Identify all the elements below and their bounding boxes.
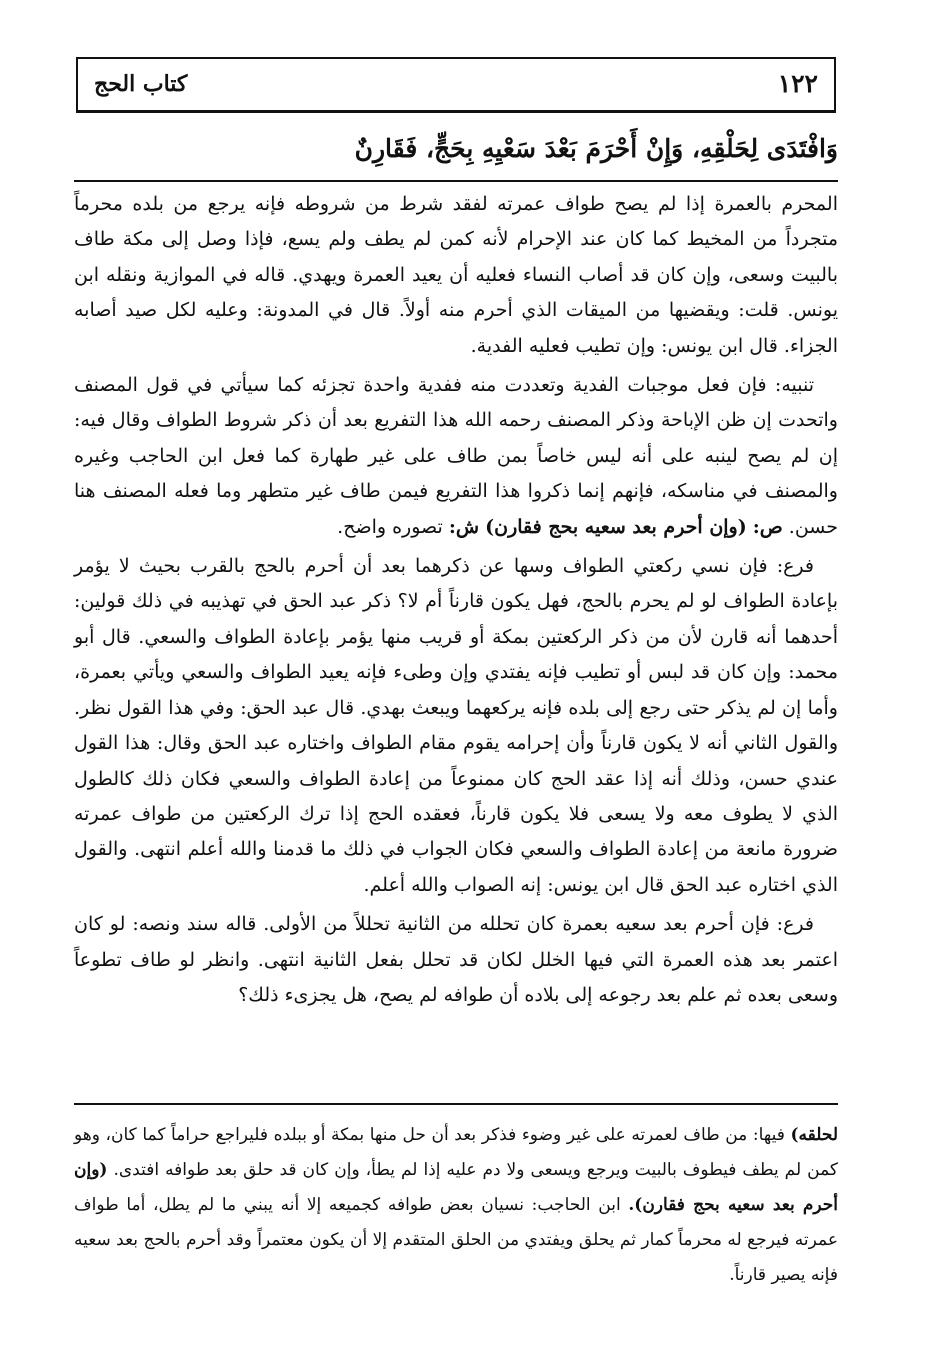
commentary-paragraph: المحرم بالعمرة إذا لم يصح طواف عمرته لفقد شرط من شروطه فإنه يرجع من بلده محرماً متجرداً من المخيط كما كان عند الإحرام لأنه كمن لم يطف ولم يسع، فإذا وصل إلى مكة طاف بالبيت وسعى، وإن كان قد أصاب النساء فعليه أن يعيد العمرة ويهدي. قاله في الموازية ونقله ابن يونس. قلت: ويقضيها من الميقات الذي أحرم منه أولاً. قال في المدونة: وعليه لكل صيد أصابه الجزاء. قال ابن يونس: وإن تطيب فعليه الفدية.	[74, 193, 838, 357]
tanbih-text: تنبيه: فإن فعل موجبات الفدية وتعددت منه ففدية واحدة تجزئه كما سيأتي في قول المصنف واتحدت إن ظن الإباحة وذكر المصنف رحمه الله هذا التفريع بعد أن ذكر شروط الطواف وقال فيه: إن لم يصح لينبه على أنه ليس خاصاً بمن طاف على غير طهارة كما فعل ابن الحاجب وغيره والمصنف في مناسكه، فإنهم إنما ذكروا هذا التفريع فيمن طاف غير متطهر وما فعله المصنف هنا حسن.	[74, 374, 838, 538]
page-number: ١٢٢	[777, 69, 818, 98]
shin-label: ش:	[448, 515, 480, 538]
sharh-text: تصوره واضح.	[337, 515, 443, 538]
far-paragraph: فرع: فإن أحرم بعد سعيه بعمرة كان تحلله من الثانية تحللاً من الأولى. قاله سند ونصه: لو كان اعتمر بعد هذه العمرة التي فيها الخلل لكان قد تحلل بفعل الثانية انتهى. وانظر لو طاف تطوعاً وسعى بعده ثم علم بعد رجوعه إلى بلاده أن طوافه لم يصح، هل يجزىء ذلك؟	[74, 913, 838, 1006]
page-header	[76, 57, 836, 113]
far-paragraph: فرع: فإن نسي ركعتي الطواف وسها عن ذكرهما بعد أن أحرم بالحج بالقرب بحيث لا يؤمر بإعادة الطواف لو لم يحرم بالحج، فهل يكون قارناً أم لا؟ ذكر عبد الحق في تهذيبه في ذلك قولين: أحدهما أنه قارن لأن من ذكر الركعتين بمكة أو قريب منها يؤمر بإعادة الطواف والسعي. قال أبو محمد: وإن كان قد لبس أو تطيب فإنه يفتدي وإن وطىء فإنه يعيد الطواف والسعي ويأتي بعمرة، وأما إن لم يذكر حتى رجع إلى بلده فإنه يركعهما ويبعث بهدي. قال عبد الحق: وفي هذا القول نظر. والقول الثاني أنه لا يكون قارناً وأن إحرامه يقوم مقام الطواف واختاره عبد الحق وقال: هذا القول عندي حسن، وذلك أنه إذا عقد الحج كان ممنوعاً من إعادة الطواف والسعي فكان ذلك كالطول الذي لا يطوف معه ولا يسعى فلا يكون قارناً، فعقده الحج إذا ترك الركعتين من طواف عمرته ضرورة مانعة من إعادة الطواف والسعي فكان الجواب في ذلك ما قدمنا والله أعلم انتهى. والقول الذي اختاره عبد الحق قال ابن يونس: إنه الصواب والله أعلم.	[74, 555, 838, 896]
footnote-divider	[74, 1103, 838, 1105]
footnote-end: ابن الحاجب: نسيان بعض طوافه كجميعه إلا أنه يبني ما لم يطل، أما طواف عمرته فيرجع له محرماً كمار ثم يحلق ويفتدي من الحلق المتقدم إلا أن يكون معتمراً وقد أحرم بالحج بعد سعيه فإنه يصير قارناً.	[74, 1195, 838, 1285]
footnote	[74, 1118, 838, 1293]
tanbih-paragraph	[74, 368, 838, 545]
footnote-body: فيها: من طاف لعمرته على غير وضوء فذكر بعد أن حل منها بمكة أو ببلده فليراجع حراماً كما كان، وهو كمن لم يطف فيطوف بالبيت ويرجع ويسعى ولا دم عليه إذا لم يطأ، وإن كان قد حلق بعد طوافه افتدى.	[74, 1125, 839, 1180]
sad-label: ص:	[752, 515, 783, 538]
top-divider	[74, 180, 838, 182]
footnote-lead: لحلقه)	[790, 1125, 839, 1145]
running-title: كتاب الحج	[94, 71, 188, 97]
commentary	[74, 187, 838, 1017]
footnote-quote: (وإن أحرم بعد سعيه بحج فقارن).	[74, 1160, 838, 1215]
mukhtasar-text: وَافْتَدَى لِحَلْقِهِ، وَإِنْ أَحْرَمَ بَعْدَ سَعْيِهِ بِحَجٍّ، فَقَارِنٌ	[354, 134, 838, 163]
quoted-matn: (وإن أحرم بعد سعيه بحج فقارن)	[485, 515, 747, 538]
